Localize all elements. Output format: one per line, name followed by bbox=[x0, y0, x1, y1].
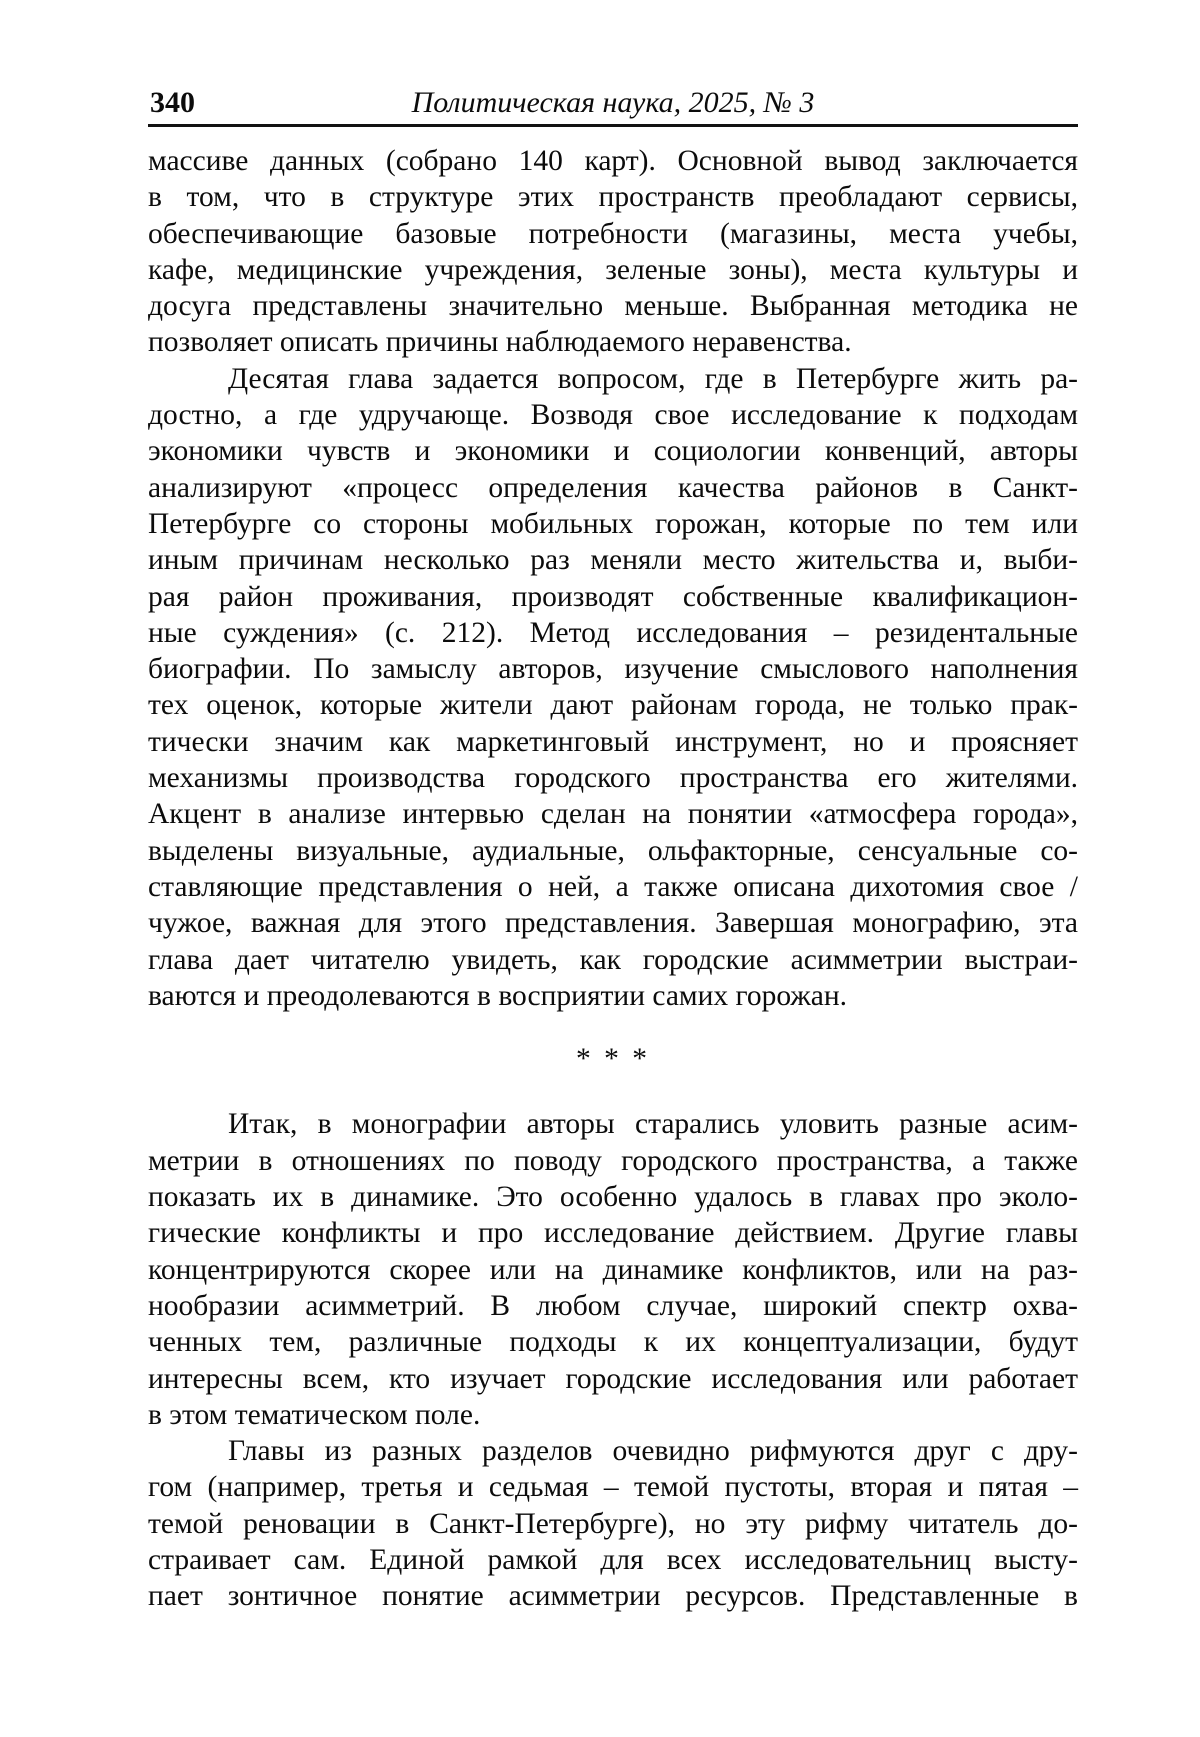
text-line: Акцент в анализе интервью сделан на понятии «атмосфера города», bbox=[148, 798, 1078, 831]
text-line: интересны всем, кто изучает городские исследования или работает bbox=[148, 1362, 1078, 1395]
paragraph bbox=[148, 143, 1078, 361]
text-line: механизмы производства городского пространства его жителями. bbox=[148, 762, 1078, 795]
text-line: чужое, важная для этого представления. Завершая монографию, эта bbox=[148, 907, 1078, 940]
text-line: анализируют «процесс определения качества районов в Санкт- bbox=[148, 471, 1078, 504]
text-line: ваются и преодолеваются в восприятии самих горожан. bbox=[148, 979, 848, 1012]
paragraph bbox=[148, 361, 1078, 1014]
text-line: глава дает читателю увидеть, как городские асимметрии выстраи- bbox=[148, 943, 1078, 976]
running-title: Политическая наука, 2025, № 3 bbox=[411, 86, 815, 119]
text-line: выделены визуальные, аудиальные, ольфакторные, сенсуальные со- bbox=[148, 834, 1078, 867]
text-line: обеспечивающие базовые потребности (магазины, места учебы, bbox=[148, 217, 1078, 250]
text-line: тех оценок, которые жители дают районам города, не только прак- bbox=[148, 689, 1078, 722]
text-line: биографии. По замыслу авторов, изучение смыслового наполнения bbox=[148, 653, 1078, 686]
text-line: досуга представлены значительно меньше. Выбранная методика не bbox=[148, 290, 1078, 323]
text-line: концентрируются скорее или на динамике конфликтов, или на раз- bbox=[148, 1253, 1078, 1286]
text-line: достно, а где удручающе. Возводя свое исследование к подходам bbox=[148, 399, 1078, 432]
text-line: метрии в отношениях по поводу городского пространства, а также bbox=[148, 1144, 1078, 1177]
text-line: показать их в динамике. Это особенно удалось в главах про эколо- bbox=[148, 1181, 1078, 1214]
text-line: нообразии асимметрий. В любом случае, широкий спектр охва- bbox=[148, 1289, 1078, 1322]
text-line: кафе, медицинские учреждения, зеленые зоны), места культуры и bbox=[148, 253, 1078, 286]
text-line: в этом тематическом поле. bbox=[148, 1398, 481, 1431]
text-line: Главы из разных разделов очевидно рифмуются друг с дру- bbox=[228, 1435, 1078, 1468]
text-line: ные суждения» (с. 212). Метод исследования – резидентальные bbox=[148, 616, 1078, 649]
text-line: Итак, в монографии авторы старались уловить разные асим- bbox=[228, 1108, 1078, 1141]
paragraph bbox=[148, 1433, 1078, 1614]
text-line: иным причинам несколько раз меняли место жительства и, выби- bbox=[148, 544, 1078, 577]
page-body bbox=[148, 143, 1078, 1615]
paragraph bbox=[148, 1106, 1078, 1433]
text-line: позволяет описать причины наблюдаемого неравенства. bbox=[148, 326, 852, 359]
page-number: 340 bbox=[150, 86, 195, 119]
page-header bbox=[148, 86, 1078, 122]
section-separator: * * * bbox=[576, 1043, 650, 1076]
text-line: Десятая глава задается вопросом, где в Петербурге жить ра- bbox=[228, 362, 1078, 395]
text-line: в том, что в структуре этих пространств преобладают сервисы, bbox=[148, 181, 1078, 214]
text-line: гические конфликты и про исследование действием. Другие главы bbox=[148, 1217, 1078, 1250]
text-line: ставляющие представления о ней, а также описана дихотомия свое / bbox=[148, 870, 1078, 903]
text-line: рая район проживания, производят собственные квалификацион- bbox=[148, 580, 1078, 613]
text-line: массиве данных (собрано 140 карт). Основной вывод заключается bbox=[148, 145, 1078, 177]
text-line: гом (например, третья и седьмая – темой пустоты, вторая и пятая – bbox=[148, 1471, 1078, 1504]
text-line: Петербурге со стороны мобильных горожан, которые по тем или bbox=[148, 507, 1078, 540]
text-line: тически значим как маркетинговый инструмент, но и проясняет bbox=[148, 725, 1078, 758]
text-line: темой реновации в Санкт-Петербурге), но эту рифму читатель до- bbox=[148, 1507, 1078, 1540]
text-line: ченных тем, различные подходы к их концептуализации, будут bbox=[148, 1326, 1078, 1359]
text-line: страивает сам. Единой рамкой для всех исследовательниц высту- bbox=[148, 1543, 1078, 1576]
text-line: экономики чувств и экономики и социологии конвенций, авторы bbox=[148, 435, 1078, 468]
header-rule bbox=[148, 124, 1078, 127]
text-line: пает зонтичное понятие асимметрии ресурсов. Представленные в bbox=[148, 1580, 1078, 1613]
